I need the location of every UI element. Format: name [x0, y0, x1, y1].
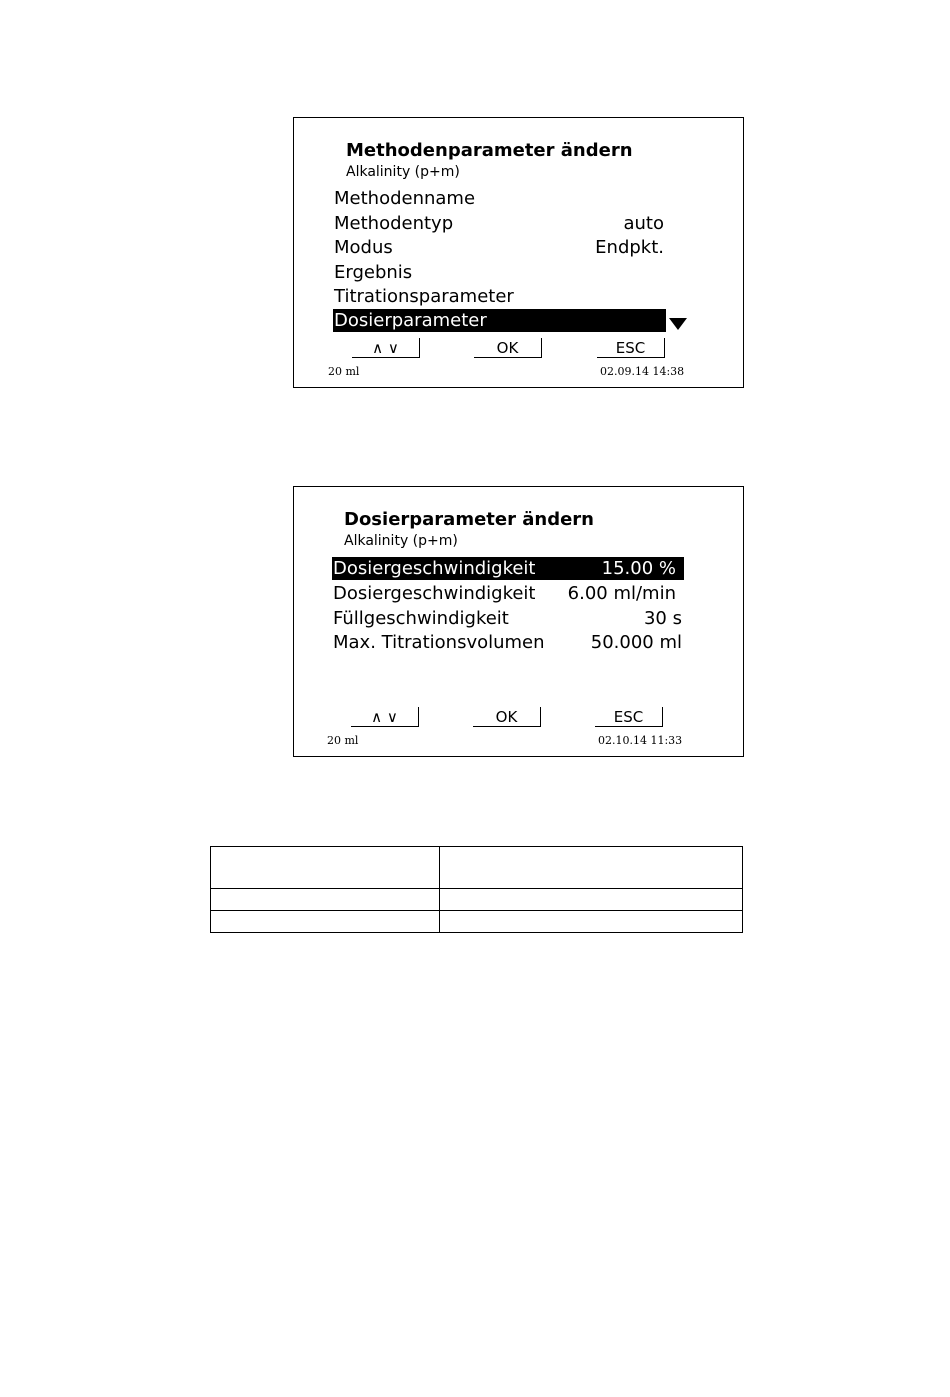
table-row [211, 911, 743, 933]
table-cell [440, 847, 743, 889]
menu-item-modus[interactable] [333, 236, 666, 259]
screen-subtitle: Alkalinity (p+m) [346, 164, 460, 180]
triangle-down-icon[interactable] [669, 318, 687, 330]
param-label: Max. Titrationsvolumen [333, 632, 545, 653]
param-row-dosing-speed-rate[interactable] [332, 582, 684, 605]
param-value: 6.00 ml/min [567, 583, 676, 604]
param-label: Dosiergeschwindigkeit [333, 583, 536, 604]
menu-item-value: Endpkt. [595, 237, 664, 258]
table-cell [211, 847, 440, 889]
status-datetime: 02.10.14 11:33 [598, 734, 683, 747]
menu-item-label: Dosierparameter [334, 310, 487, 331]
menu-item-value: auto [623, 213, 664, 234]
param-label: Füllgeschwindigkeit [333, 608, 509, 629]
param-value: 15.00 % [601, 558, 676, 579]
table-row [211, 889, 743, 911]
param-value: 50.000 ml [590, 632, 682, 653]
esc-button[interactable]: ESC [597, 338, 665, 358]
param-value: 30 s [643, 608, 682, 629]
status-volume: 20 ml [327, 734, 359, 747]
ok-button[interactable]: OK [474, 338, 542, 358]
menu-item-titrationsparameter[interactable] [333, 285, 666, 308]
parameter-table [210, 846, 743, 933]
nav-up-down-button[interactable]: ∧ ∨ [351, 707, 419, 727]
table-cell [211, 911, 440, 933]
menu-item-dosierparameter[interactable] [333, 309, 666, 332]
param-row-fill-speed[interactable] [332, 607, 684, 630]
nav-up-down-button[interactable]: ∧ ∨ [352, 338, 420, 358]
menu-item-label: Titrationsparameter [334, 286, 514, 307]
menu-item-label: Ergebnis [334, 262, 413, 283]
method-parameters-screen [293, 117, 744, 388]
param-label: Dosiergeschwindigkeit [333, 558, 536, 579]
table-cell [440, 911, 743, 933]
screen-subtitle: Alkalinity (p+m) [344, 533, 458, 549]
esc-button[interactable]: ESC [595, 707, 663, 727]
table-cell [211, 889, 440, 911]
param-row-max-titration-volume[interactable] [332, 631, 684, 654]
screen-title: Methodenparameter ändern [346, 140, 633, 161]
screen-title: Dosierparameter ändern [344, 509, 594, 530]
table-header-row [211, 847, 743, 889]
menu-item-ergebnis[interactable] [333, 261, 666, 284]
param-row-dosing-speed-percent[interactable] [332, 557, 684, 580]
menu-item-methodenname[interactable] [333, 187, 666, 210]
table-cell [440, 889, 743, 911]
menu-item-label: Modus [334, 237, 393, 258]
status-datetime: 02.09.14 14:38 [600, 365, 685, 378]
ok-button[interactable]: OK [473, 707, 541, 727]
menu-item-methodentyp[interactable] [333, 212, 666, 235]
status-volume: 20 ml [328, 365, 360, 378]
menu-item-label: Methodenname [334, 188, 476, 209]
dosing-parameters-screen [293, 486, 744, 757]
menu-item-label: Methodentyp [334, 213, 454, 234]
